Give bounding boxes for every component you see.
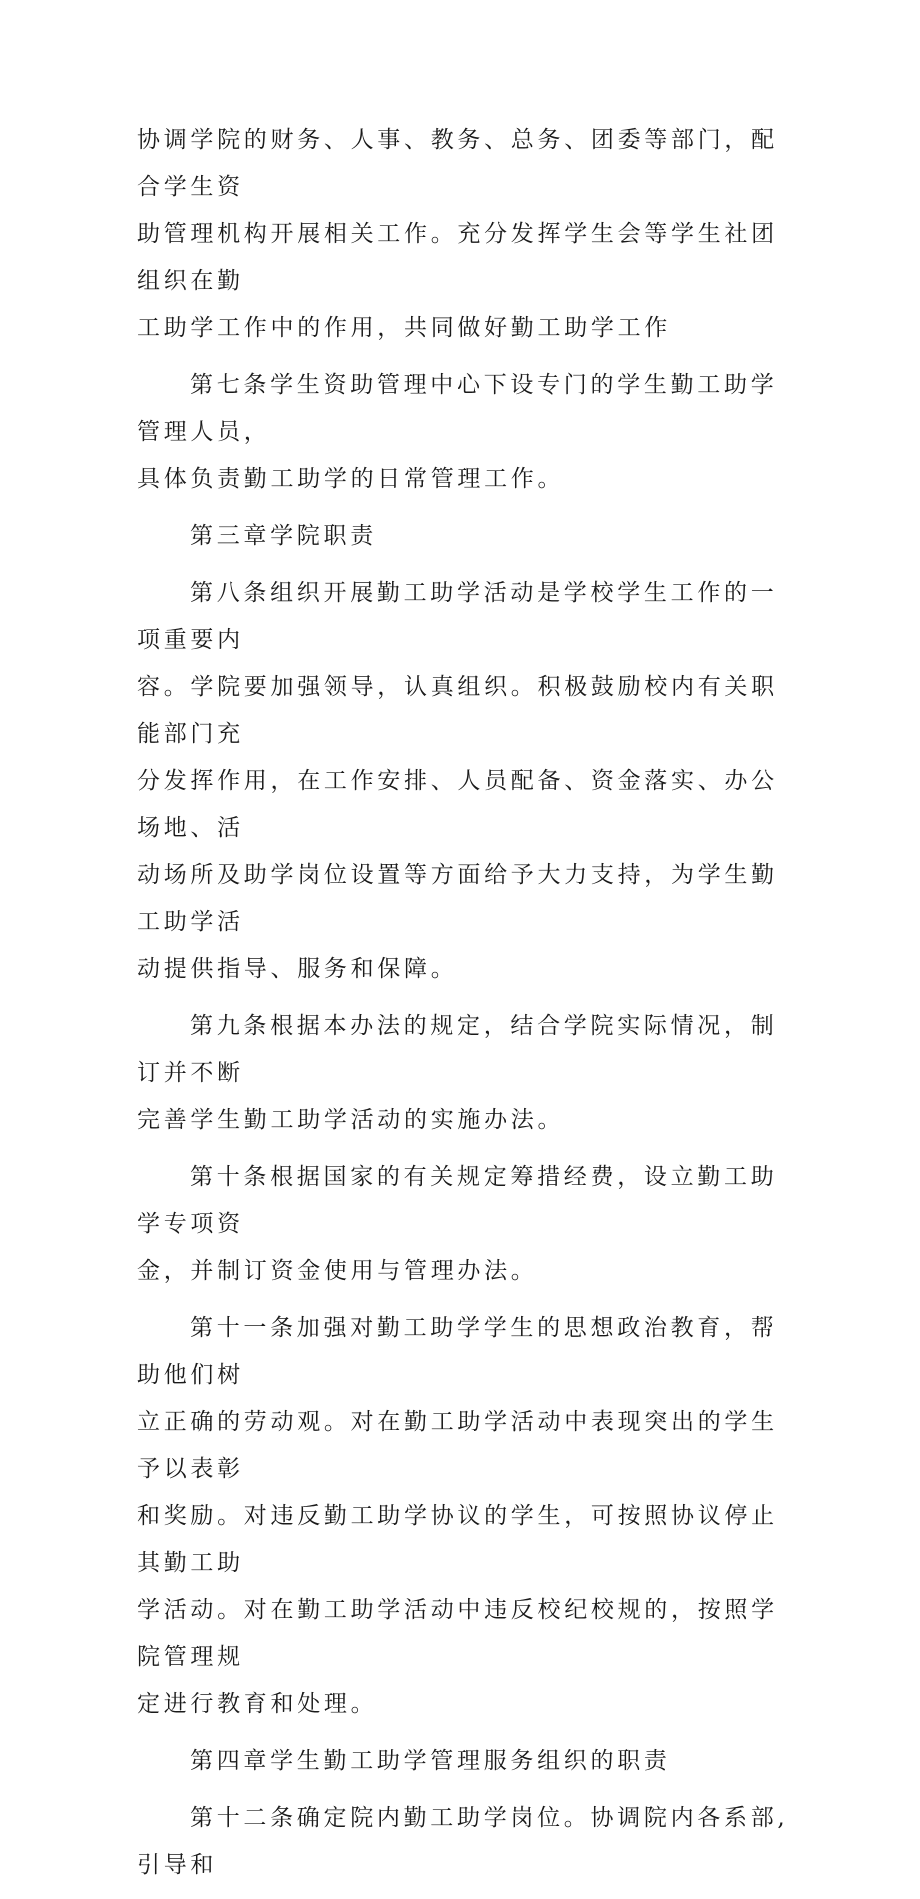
paragraph-article-12: 第十二条确定院内勤工助学岗位。协调院内各系部,引导和 [137, 1805, 789, 1878]
paragraph-article-10: 第十条根据国家的有关规定筹措经费，设立勤工助学专项资 金，并制订资金使用与管理办法。 [137, 1164, 778, 1284]
paragraph-article-8: 第八条组织开展勤工助学活动是学校学生工作的一项重要内 容。学院要加强领导，认真组织。积极鼓励校内有关职能部门充 分发挥作用，在工作安排、人员配备、资金落实、办公场地、活 动场所及助学岗位设置等方面给予大力支持，为学生勤工助学活 动提供指导、服务和保障。 [137, 580, 778, 982]
paragraph-article-7: 第七条学生资助管理中心下设专门的学生勤工助学管理人员， 具体负责勤工助学的日常管理工作。 [137, 372, 778, 492]
paragraph-continuation: 协调学院的财务、人事、教务、总务、团委等部门，配合学生资 助管理机构开展相关工作。充分发挥学生会等学生社团组织在勤 工助学工作中的作用，共同做好勤工助学工作 [137, 127, 778, 341]
chapter-heading-4: 第四章学生勤工助学管理服务组织的职责 [190, 1748, 671, 1774]
paragraph-article-9: 第九条根据本办法的规定，结合学院实际情况，制订并不断 完善学生勤工助学活动的实施办法。 [137, 1013, 778, 1133]
paragraph-article-11: 第十一条加强对勤工助学学生的思想政治教育，帮助他们树 立正确的劳动观。对在勤工助学活动中表现突出的学生予以表彰 和奖励。对违反勤工助学协议的学生，可按照协议停止其勤工助 学活动。对在勤工助学活动中违反校纪校规的，按照学院管理规 定进行教育和处理。 [137, 1315, 778, 1717]
document-body [137, 117, 797, 1899]
chapter-heading-3: 第三章学院职责 [190, 523, 377, 549]
